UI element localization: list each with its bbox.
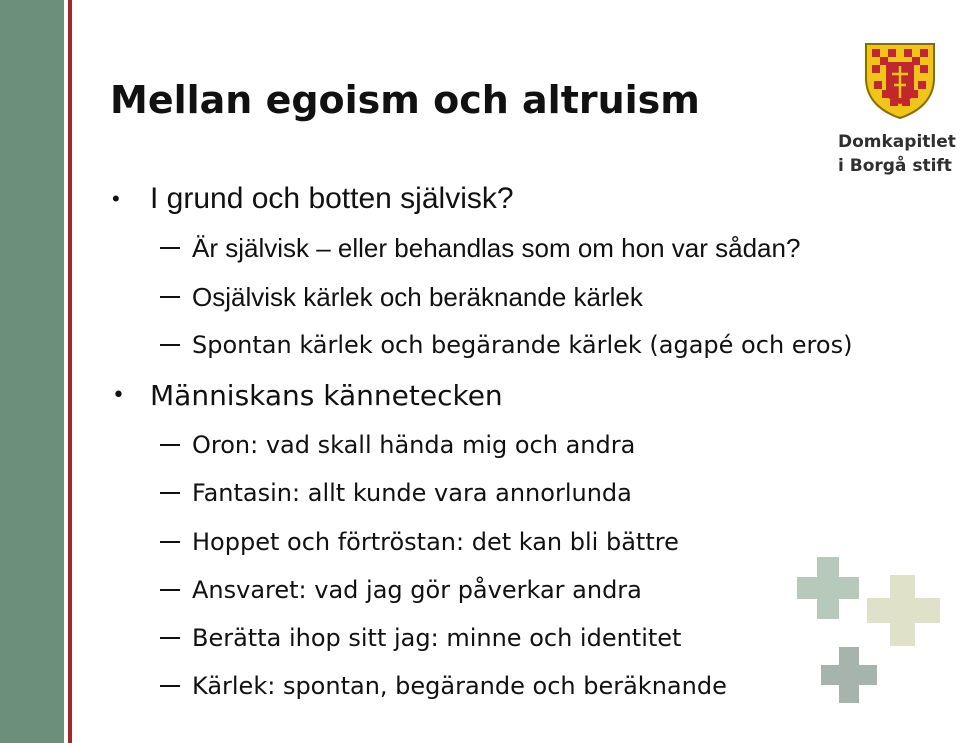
bullet-text: Människans kännetecken [150, 379, 503, 412]
bullet-dot-icon: • [112, 383, 125, 408]
decorative-crosses-icon [795, 555, 960, 705]
dash-icon [160, 344, 180, 346]
dash-icon [160, 637, 180, 639]
dash-icon [160, 589, 180, 591]
dash-icon [160, 296, 180, 298]
bullet-text: I grund och botten självisk? [150, 182, 514, 215]
dash-icon [160, 444, 180, 446]
sub-bullet-text: Fantasin: allt kunde vara annorlunda [192, 479, 632, 507]
left-red-line [68, 0, 72, 743]
coat-of-arms-icon [860, 40, 940, 120]
sub-bullet-text: Kärlek: spontan, begärande och beräknande [192, 672, 727, 700]
organization-line-2: i Borgå stift [838, 156, 952, 176]
sub-bullet-text: Ansvaret: vad jag gör påverkar andra [192, 576, 642, 604]
left-decor-strip [0, 0, 64, 743]
sub-bullet-text: Berätta ihop sitt jag: minne och identitet [192, 624, 682, 652]
dash-icon [160, 492, 180, 494]
sub-bullet-text: Osjälvisk kärlek och beräknande kärlek [192, 282, 643, 312]
dash-icon [160, 541, 180, 543]
dash-icon [160, 247, 180, 249]
sub-bullet-text: Oron: vad skall hända mig och andra [192, 431, 636, 459]
sub-bullet-text: Spontan kärlek och begärande kärlek (agapé och eros) [192, 331, 853, 359]
organization-line-1: Domkapitlet [838, 132, 956, 152]
bullet-dot-icon: • [112, 186, 120, 211]
slide-title: Mellan egoism och altruism [110, 78, 700, 122]
dash-icon [160, 685, 180, 687]
sub-bullet-text: Hoppet och förtröstan: det kan bli bättre [192, 528, 679, 556]
sub-bullet-text: Är självisk – eller behandlas som om hon var sådan? [192, 233, 801, 263]
organization-name [838, 130, 956, 178]
